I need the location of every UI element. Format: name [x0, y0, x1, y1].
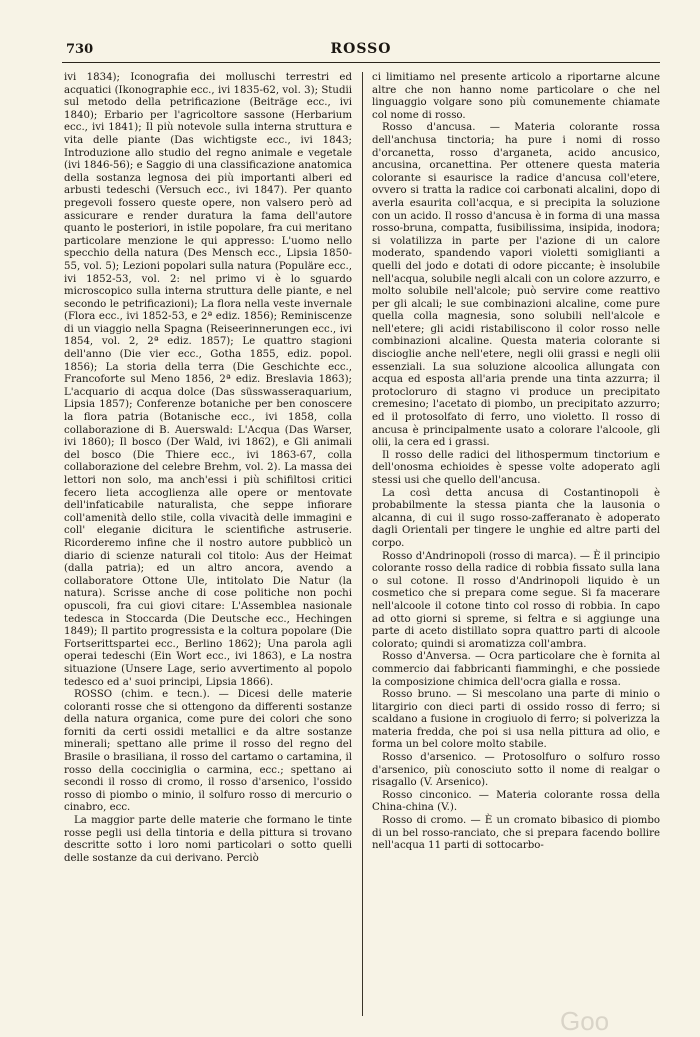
paragraph: ROSSO (chim. e tecn.). — Dicesi delle materie coloranti rosse che si ottengono da differenti sostanze della natura organica, come pure dei colori che sono forniti da certi ossidi metallici e da altre sostanze minerali; spettano alle prime il rosso del regno del Brasile o brasiliana, il rosso del cartamo o cartamina, il rosso della cocciniglia o carmina, ecc.; spettano ai secondi il rosso di cromo, il rosso d'arsenico, l'ossido rosso di piombo o minio, il solfuro rosso di mercurio o cinabro, ecc. [64, 689, 352, 814]
paragraph: Rosso bruno. — Si mescolano una parte di minio o litargirio con dieci parti di ossido rosso di ferro; si scaldano a fusione in crogiuolo di ferro; si polverizza la materia fredda, che poi si usa nella pittura ad olio, e forma un bel colore molto stabile. [372, 689, 660, 751]
paragraph: Rosso d'Andrinopoli (rosso di marca). — È il principio colorante rosso della radice di robbia fissato sulla lana o sul cotone. Il rosso d'Andrinopoli liquido è un cosmetico che si prepara come segue. Si fa macerare nell'alcoole il cotone tinto col rosso di robbia. In capo ad otto giorni si spreme, si feltra e si aggiunge una parte di aceto distillato sopra quattro parti di alcoole colorato; quindi si aromatizza coll'ambra. [372, 550, 660, 650]
paragraph: Rosso di cromo. — È un cromato bibasico di piombo di un bel rosso-ranciato, che si prepara facendo bollire nell'acqua 11 parti di sottocarbo- [372, 815, 660, 852]
page-number: 730 [66, 42, 94, 57]
watermark: Goo [560, 1006, 610, 1036]
paragraph: La così detta ancusa di Costantinopoli è probabilmente la stessa pianta che la lausonia o alcanna, di cui il sugo rosso-zafferanato è adoperato dagli Orientali per tingere le unghie ed altre parti del corpo. [372, 487, 660, 549]
paragraph: Rosso d'Anversa. — Ocra particolare che è fornita al commercio dai fabbricanti fiamminghi, e che possiede la composizione chimica dell'ocra gialla e rossa. [372, 651, 660, 688]
left-column [64, 72, 352, 1020]
right-column [372, 72, 660, 1020]
column-divider [362, 72, 363, 1016]
paragraph: Rosso d'arsenico. — Protosolfuro o solfuro rosso d'arsenico, più conosciuto sotto il nome di realgar o risagallo (V. Arsenico). [372, 752, 660, 789]
paragraph: ivi 1834); Iconografia dei molluschi terrestri ed acquatici (Ikonographie ecc., ivi 1835-62, vol. 3); Studii sul metodo della petrificazione (Beiträge ecc., ivi 1840); Erbario per l'agricoltore sassone (Herbarium ecc., ivi 1841); Il più notevole sulla interna struttura e vita delle piante (Das wichtigste ecc., ivi 1843; Introduzione allo studio del regno animale e vegetale (ivi 1846-56); e Saggio di una classificazione anatomica della sostanza legnosa dei più importanti alberi ed arbusti tedeschi (Versuch ecc., ivi 1847). Per quanto pregevoli fossero queste opere, non valsero però ad assicurare e render duratura la fama dell'autore quanto le posteriori, in istile popolare, fra cui meritano particolare menzione le qui appresso: L'uomo nello specchio della natura (Des Mensch ecc., Lipsia 1850-55, vol. 5); Lezioni popolari sulla natura (Populäre ecc., ivi 1852-53, vol. 2: nel primo vi è lo sguardo microscopico sulla interna struttura delle piante, e nel secondo le petrificazioni); La flora nella veste invernale (Flora ecc., ivi 1852-53, e 2ª ediz. 1856); Reminiscenze di un viaggio nella Spagna (Reiseerinnerungen ecc., ivi 1854, vol. 2, 2ª ediz. 1857); Le quattro stagioni dell'anno (Die vier ecc., Gotha 1855, ediz. popol. 1856); La storia della terra (Die Geschichte ecc., Francoforte sul Meno 1856, 2ª ediz. Breslavia 1863); L'acquario di acqua dolce (Das süsswasseraquarium, Lipsia 1857); Conferenze botaniche per ben conoscere la flora patria (Botanische ecc., ivi 1858, colla collaborazione di B. Auerswald: L'Acqua (Das Warser, ivi 1860); Il bosco (Der Wald, ivi 1862), e Gli animali del bosco (Die Thiere ecc., ivi 1863-67, colla collaborazione del celebre Brehm, vol. 2). La massa dei lettori non solo, ma anch'essi i più schifiltosi critici fecero lieta accoglienza alle opere or mentovate dell'infaticabile naturalista, che seppe infiorare coll'amenità dello stile, colla vivacità delle immagini e coll' eleganie dicitura le scientifiche astruserie. Ricorderemo infine che il nostro autore pubblicò un diario di scienze naturali col titolo: Aus der Heimat (dalla patria); ed un altro ancora, avendo a collaboratore Ottone Ule, intitolato Die Natur (la natura). Scrisse anche di cose politiche non pochi opuscoli, fra cui giovi citare: L'Assemblea nasionale tedesca in Stoccarda (Die Deutsche ecc., Hechingen 1849); Il partito progressista e la coltura popolare (Die Fortserittspartei ecc., Berlino 1862); Una parola agli operai tedeschi (Ein Wort ecc., ivi 1863), e La nostra situazione (Unsere Lage, serio avvertimento al popolo tedesco ed a' suoi principi, Lipsia 1866). [64, 72, 352, 688]
paragraph: La maggior parte delle materie che formano le tinte rosse pegli usi della tintoria e della pittura si trovano descritte sotto i loro nomi particolari o sotto quelli delle sostanze da cui derivano. Perciò [64, 815, 352, 864]
paragraph: Rosso cinconico. — Materia colorante rossa della China-china (V.). [372, 789, 660, 814]
paragraph: Rosso d'ancusa. — Materia colorante rossa dell'anchusa tinctoria; ha pure i nomi di rosso d'orcanetta, rosso d'arganeta, acido ancusico, ancusina, orcanettina. Per ottenere questa materia colorante si esaurisce la radice d'ancusa coll'etere, ovvero si tratta la radice coi carbonati alcalini, dopo di averla esaurita coll'acqua, e si precipita la soluzione con un acido. Il rosso d'ancusa è in forma di una massa rosso-bruna, compatta, fusibilissima, insipida, inodora; si volatilizza in parte per l'azione di un calore moderato, spandendo vapori violetti somiglianti a quelli del jodo e dotati di odore piccante; è insolubile nell'acqua, solubile negli alcali con un colore azzurro, e molto solubile nell'alcole; può servire come reattivo per gli alcali; le sue combinazioni alcaline, come pure quella colla magnesia, sono solubili nell'alcole e nell'etere; gli acidi ristabiliscono il color rosso nelle combinazioni alcaline. Questa materia colorante si discioglie anche nell'etere, negli olii grassi e negli olii essenziali. La sua soluzione alcoolica allungata con acqua ed esposta all'aria prende una tinta azzurra; il protocloruro di stagno vi produce un precipitato cremesino; l'acetato di piombo, un precipitato azzurro; ed il protosolfato di ferro, uno violetto. Il rosso di ancusa è principalmente usato a colorare l'alcoole, gli olii, la cera ed i grassi. [372, 122, 660, 449]
page-header [62, 40, 660, 63]
running-head: ROSSO [330, 41, 392, 57]
paragraph: Il rosso delle radici del lithospermum tinctorium e dell'onosma echioides è spesse volte adoperato agli stessi usi che quello dell'ancusa. [372, 449, 660, 486]
paragraph: ci limitiamo nel presente articolo a riportarne alcune altre che non hanno nome particolare o che nel linguaggio volgare sono più comunemente chiamate col nome di rosso. [372, 72, 660, 121]
